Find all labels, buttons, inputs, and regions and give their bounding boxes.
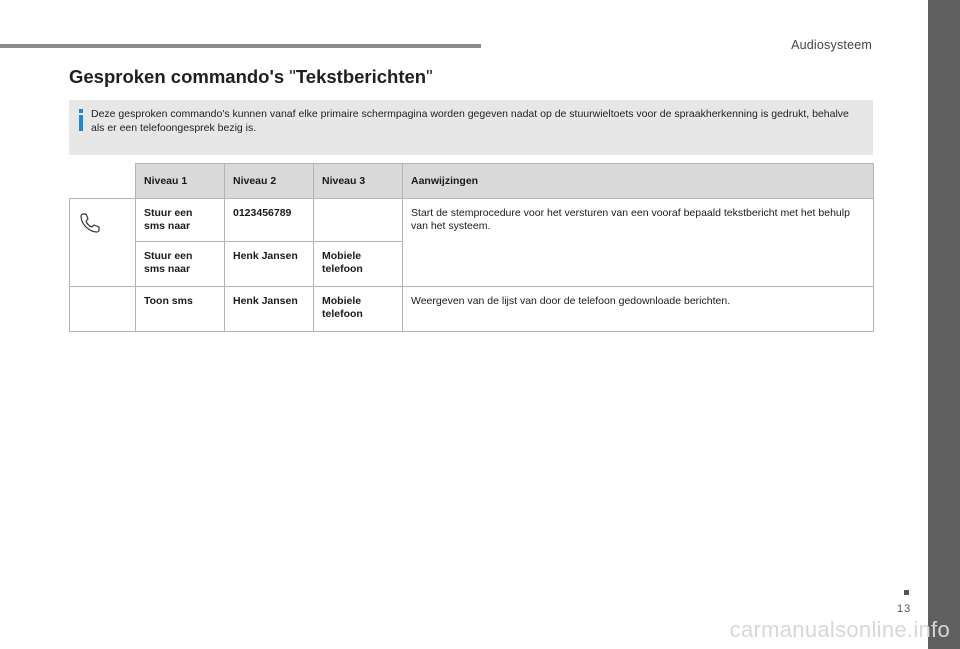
- table-row: [70, 199, 874, 242]
- header-niveau-2: Niveau 2: [225, 164, 314, 199]
- page-number: 13: [897, 603, 912, 615]
- row3-notes: Weergeven van de lijst van door de telefoon gedownloade berichten.: [403, 287, 874, 332]
- section-label: Audiosysteem: [791, 38, 872, 52]
- phone-icon-cell: [70, 199, 136, 287]
- empty-icon-cell: [70, 287, 136, 332]
- page-title: [69, 66, 433, 88]
- table-header-row: [70, 164, 874, 199]
- title-quote-open: ": [289, 66, 296, 87]
- header-blank-cell: [70, 164, 136, 199]
- header-aanwijzingen: Aanwijzingen: [403, 164, 874, 199]
- title-quote-close: ": [426, 66, 433, 87]
- table-row: [70, 287, 874, 332]
- row1-level3: [314, 199, 403, 242]
- row2-level1: Stuur een sms naar: [136, 242, 225, 287]
- page-title-quoted: Tekstberichten: [295, 66, 427, 87]
- right-sidebar-band: [928, 0, 960, 649]
- page-title-main: Gesproken commando's: [69, 66, 290, 87]
- header-niveau-1: Niveau 1: [136, 164, 225, 199]
- voice-command-table: [69, 163, 874, 332]
- watermark: carmanualsonline.info: [729, 617, 950, 642]
- info-icon: [77, 109, 85, 132]
- row2-level2: Henk Jansen: [225, 242, 314, 287]
- header-rule: [0, 44, 481, 48]
- phone-icon: [78, 211, 102, 239]
- header-niveau-3: Niveau 3: [314, 164, 403, 199]
- page-marker: [904, 590, 909, 595]
- row1-level1: Stuur een sms naar: [136, 199, 225, 242]
- info-note-text: Deze gesproken commando's kunnen vanaf elke primaire schermpagina worden gegeven nadat op de stuurwieltoets voor de spraakherkenning is gedrukt, behalve als er een telefoongesprek bezig is.: [91, 108, 849, 134]
- row1-notes: Start de stemprocedure voor het versturen van een vooraf bepaald tekstbericht met het behulp van het systeem.: [403, 199, 874, 287]
- row1-level2: 0123456789: [225, 199, 314, 242]
- row3-level3: Mobiele telefoon: [314, 287, 403, 332]
- row3-level2: Henk Jansen: [225, 287, 314, 332]
- row2-level3: Mobiele telefoon: [314, 242, 403, 287]
- info-note: [69, 100, 873, 155]
- row3-level1: Toon sms: [136, 287, 225, 332]
